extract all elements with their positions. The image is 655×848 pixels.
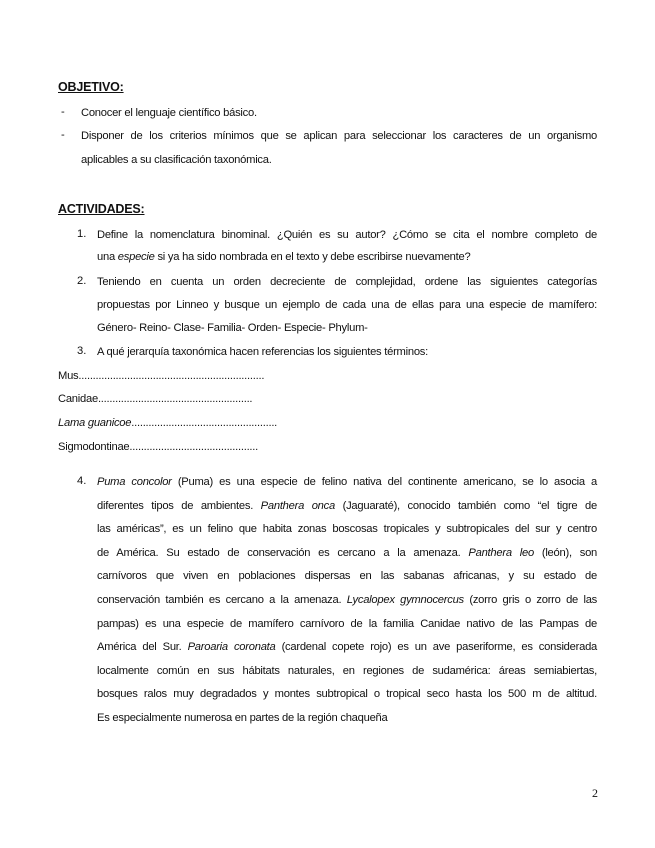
item-1-number: 1.	[77, 228, 87, 240]
item-4-number: 4.	[77, 475, 87, 487]
item-4-line	[97, 569, 597, 583]
item-3-line-1: A qué jerarquía taxonómica hacen referencias los siguientes términos:	[97, 346, 428, 358]
item-2-line-3: Género- Reino- Clase- Familia- Orden- Especie- Phylum-	[97, 322, 368, 334]
species-name: Panthera onca	[260, 499, 335, 512]
objetivo-bullet-2: Disponer de los criterios mínimos que se aplican para seleccionar los caracteres de un organismo	[81, 130, 597, 142]
species-name: Panthera leo	[468, 546, 534, 559]
item-2-line-1: Teniendo en cuenta un orden decreciente de complejidad, ordene las siguientes categorías	[97, 276, 597, 288]
species-name: Lycalopex gymnocercus	[346, 594, 464, 606]
actividades-heading: ACTIVIDADES:	[58, 202, 145, 216]
item-3-number: 3.	[77, 345, 87, 357]
text-segment: de América. Su estado de conservación es cercano a la amenaza.	[97, 546, 469, 559]
item-1-line-1: Define la nomenclatura binominal. ¿Quién es su autor? ¿Cómo se cita el nombre completo de	[97, 229, 597, 241]
item-4-line	[97, 640, 597, 654]
text-segment: carnívoros que viven en poblaciones dispersas en las sabanas africanas, y su estado de	[97, 570, 597, 583]
text-segment: diferentes tipos de ambientes.	[97, 499, 261, 512]
term-mus: Mus.................................................................	[58, 370, 265, 382]
text-segment: las américas”, es un felino que habita zonas boscosas tropicales y subtropicales del sur y centro	[97, 523, 597, 536]
term-sigmodontinae: Sigmodontinae.............................................	[58, 441, 259, 453]
text-segment: (cardenal copete rojo) es un ave paseriforme, es considerada	[275, 641, 598, 654]
objetivo-bullet-1: Conocer el lenguaje científico básico.	[81, 107, 257, 119]
item-4-line	[97, 617, 597, 631]
text-segment: (zorro gris o zorro de las	[463, 594, 598, 606]
item-2-line-2: propuestas por Linneo y busque un ejemplo de cada una de ellas para una especie de mamífero:	[97, 299, 597, 311]
species-name: Puma concolor	[97, 476, 172, 488]
text-segment: (león), son	[533, 546, 598, 559]
item-4-line	[97, 664, 597, 678]
item-4-line	[97, 475, 597, 489]
term-canidae: Canidae......................................................	[58, 393, 253, 405]
text-segment: (Puma) es una especie de felino nativa del continente americano, se lo asocia a	[171, 476, 597, 488]
page-number: 2	[592, 786, 598, 800]
bullet-mark: -	[61, 129, 65, 141]
objetivo-heading: OBJETIVO:	[58, 80, 124, 94]
text-segment: (Jaguaraté), conocido también como “el tigre de	[334, 499, 597, 512]
text-segment: bosques ralos muy degradados y montes subtropical o tropical seco hasta los 500 m de altitud.	[97, 688, 597, 701]
text-segment: Es especialmente numerosa en partes de la región chaqueña	[97, 712, 388, 724]
objetivo-bullet-2-cont: aplicables a su clasificación taxonómica.	[81, 154, 272, 166]
term-lama-guanicoe: Lama guanicoe...................................................	[58, 417, 278, 429]
text-segment: América del Sur.	[97, 641, 188, 654]
item-4-line	[97, 546, 597, 560]
item-2-number: 2.	[77, 275, 87, 287]
item-4-line	[97, 593, 597, 607]
text-segment: localmente común en sus hábitats naturales, en regiones de sudamérica: áreas semiabiertas,	[97, 664, 597, 677]
item-4-line	[97, 711, 388, 725]
item-4-line	[97, 522, 597, 536]
species-name: Paroaria coronata	[187, 641, 276, 654]
text-segment: conservación también es cercano a la amenaza.	[97, 594, 347, 606]
item-4-line	[97, 687, 597, 701]
bullet-mark: -	[61, 106, 65, 118]
item-1-line-2: una especie si ya ha sido nombrada en el texto y debe escribirse nuevamente?	[97, 251, 471, 263]
text-segment: pampas) es una especie de mamífero carnívoro de la familia Canidae nativo de las Pampas de	[97, 617, 597, 630]
item-4-line	[97, 499, 597, 513]
